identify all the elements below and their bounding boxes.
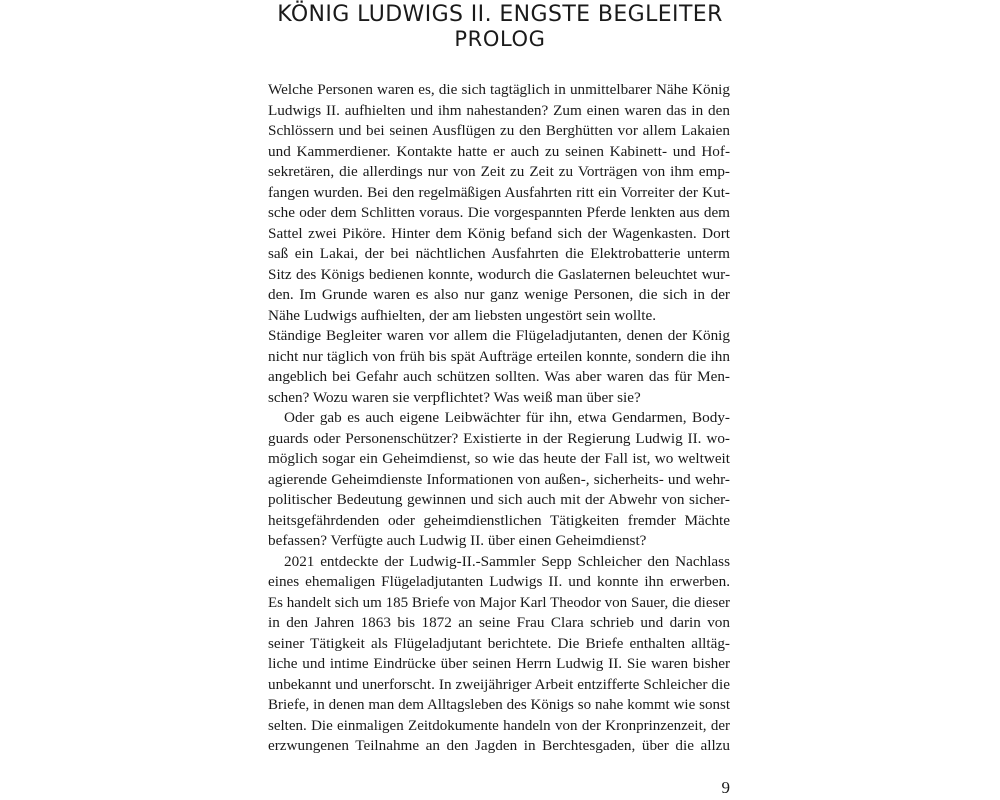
page-title: KÖNIG LUDWIGS II. ENGSTE BEGLEITER — [277, 2, 723, 27]
text-line: unbekannt und unerforscht. In zweijähriger Arbeit entzifferte Schleicher die — [268, 675, 730, 693]
text-line: Nähe Ludwigs aufhielten, der am liebsten ungestört sein wollte. — [268, 306, 657, 324]
text-line: fangen wurden. Bei den regelmäßigen Ausfahrten ritt ein Vorreiter der Kut- — [268, 183, 730, 201]
text-line: und Kammerdiener. Kontakte hatte er auch zu seinen Kabinett- und Hof- — [268, 142, 730, 160]
text-line: heitsgefährdenden oder geheimdienstlichen Tätigkeiten fremder Mächte — [268, 511, 730, 529]
text-line: Ludwigs II. aufhielten und ihm nahestanden? Zum einen waren das in den — [268, 101, 730, 119]
text-line: selten. Die einmaligen Zeitdokumente handeln von der Kronprinzenzeit, der — [268, 717, 730, 734]
text-line: Es handelt sich um 185 Briefe von Major Karl Theodor von Sauer, die dieser — [268, 594, 730, 611]
page-number: 9 — [721, 778, 730, 797]
text-line: Welche Personen waren es, die sich tagtäglich in unmittelbarer Nähe König — [268, 81, 730, 98]
chapter-heading: PROLOG — [454, 27, 546, 51]
text-line: möglich sogar ein Geheimdienst, so wie das heute der Fall ist, wo weltweit — [268, 450, 730, 467]
text-line: nicht nur täglich von früh bis spät Aufträge erteilen konnte, sondern die ihn — [268, 347, 730, 365]
text-line: sekretären, die allerdings nur von Zeit zu Zeit zu Vorträgen von ihm emp- — [268, 163, 730, 180]
body-text — [268, 80, 730, 757]
text-line: Schlössern und bei seinen Ausflügen zu den Berghütten vor allem Lakaien — [268, 122, 730, 139]
text-line: Sitz des Königs bedienen konnte, wodurch die Gaslaternen beleuchtet wur- — [268, 265, 730, 283]
text-line: saß ein Lakai, der bei nächtlichen Ausfahrten die Elektrobatterie unterm — [268, 245, 730, 262]
text-line: den. Im Grunde waren es also nur ganz wenige Personen, die sich in der — [268, 286, 730, 303]
text-line: in den Jahren 1863 bis 1872 an seine Frau Clara schrieb und darin von — [268, 614, 730, 631]
text-line: seiner Tätigkeit als Flügeladjutant berichtete. Die Briefe enthalten alltäg- — [268, 634, 730, 652]
text-line: guards oder Personenschützer? Existierte in der Regierung Ludwig II. wo- — [268, 429, 730, 447]
text-line: Oder gab es auch eigene Leibwächter für ihn, etwa Gendarmen, Body- — [284, 409, 730, 426]
text-line: liche und intime Eindrücke über seinen Herrn Ludwig II. Sie waren bisher — [268, 655, 730, 672]
text-line: agierende Geheimdienste Informationen von außen-, sicherheits- und wehr- — [268, 470, 730, 488]
text-line: eines ehemaligen Flügeladjutanten Ludwigs II. und konnte ihn erwerben. — [268, 573, 730, 590]
text-line: angeblich bei Gefahr auch schützen sollten. Was aber waren das für Men- — [268, 368, 730, 385]
text-line: erzwungenen Teilnahme an den Jagden in Berchtesgaden, über die allzu — [268, 737, 730, 754]
text-line: befassen? Verfügte auch Ludwig II. über einen Geheimdienst? — [268, 532, 647, 549]
text-line: Ständige Begleiter waren vor allem die Flügeladjutanten, denen der König — [268, 327, 730, 344]
text-line: Sattel zwei Piköre. Hinter dem König befand sich der Wagenkasten. Dort — [268, 224, 730, 242]
text-line: schen? Wozu waren sie verpflichtet? Was weiß man über sie? — [268, 388, 641, 406]
text-line: 2021 entdeckte der Ludwig-II.-Sammler Sepp Schleicher den Nachlass — [284, 552, 730, 570]
text-line: sche oder dem Schlitten voraus. Die vorgespannten Pferde lenkten aus dem — [268, 204, 730, 221]
text-line: Briefe, in denen man dem Alltagsleben des Königs so nahe kommt wie sonst — [268, 697, 730, 713]
text-line: politischer Bedeutung gewinnen und sich auch mit der Abwehr von sicher- — [268, 491, 730, 508]
